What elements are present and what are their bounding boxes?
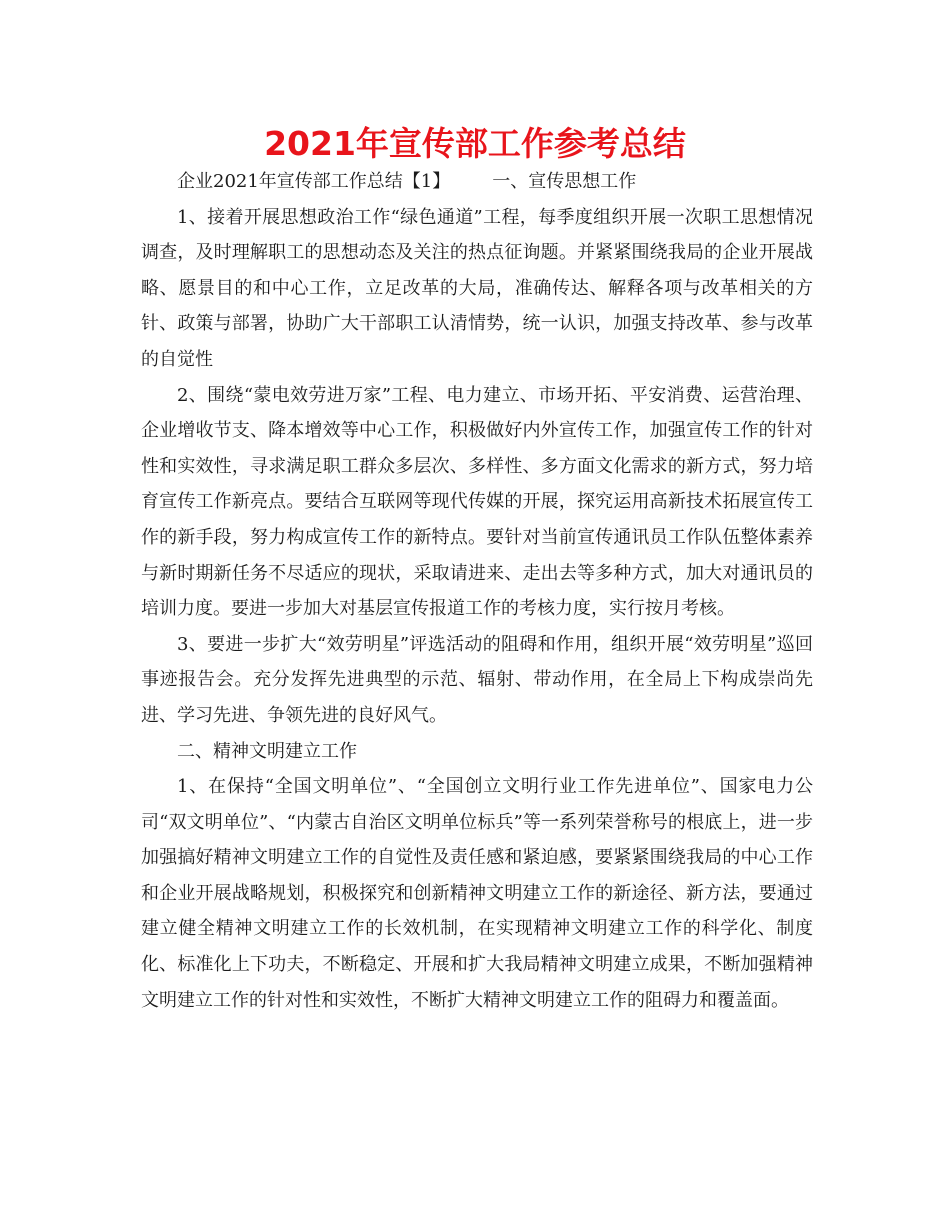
document-subtitle: 企业2021年宣传部工作总结【1】 — [177, 171, 451, 192]
paragraph-1: 1、接着开展思想政治工作“绿色通道”工程，每季度组织开展一次职工思想情况调查，及时理解职工的思想动态及关注的热点征询题。并紧紧围绕我局的企业开展战略、愿景目的和中心工作，立足改革的大局，准确传达、解释各项与改革相关的方针、政策与部署，协助广大干部职工认清情势，统一认识，加强支持改革、参与改革的自觉性 — [141, 206, 813, 370]
document-title: 2021年宣传部工作参考总结 — [264, 124, 686, 163]
paragraph-3: 3、要进一步扩大“效劳明星”评选活动的阻碍和作用，组织开展“效劳明星”巡回事迹报告会。充分发挥先进典型的示范、辐射、带动作用，在全局上下构成崇尚先进、学习先进、争领先进的良好风气。 — [141, 633, 813, 726]
paragraph-4: 1、在保持“全国文明单位”、“全国创立文明行业工作先进单位”、国家电力公司“双文明单位”、“内蒙古自治区文明单位标兵”等一系列荣誉称号的根底上，进一步加强搞好精神文明建立工作的自觉性及责任感和紧迫感，要紧紧围绕我局的中心工作和企业开展战略规划，积极探究和创新精神文明建立工作的新途径、新方法，要通过建立健全精神文明建立工作的长效机制，在实现精神文明建立工作的科学化、制度化、标准化上下功夫，不断稳定、开展和扩大我局精神文明建立成果，不断加强精神文明建立工作的针对性和实效性，不断扩大精神文明建立工作的阻碍力和覆盖面。 — [141, 776, 813, 1011]
section-heading-1: 一、宣传思想工作 — [492, 171, 637, 192]
paragraph-2: 2、围绕“蒙电效劳进万家”工程、电力建立、市场开拓、平安消费、运营治理、企业增收节支、降本增效等中心工作，积极做好内外宣传工作，加强宣传工作的针对性和实效性，寻求满足职工群众多层次、多样性、多方面文化需求的新方式，努力培育宣传工作新亮点。要结合互联网等现代传媒的开展，探究运用高新技术拓展宣传工作的新手段，努力构成宣传工作的新特点。要针对当前宣传通讯员工作队伍整体素养与新时期新任务不尽适应的现状，采取请进来、走出去等多种方式，加大对通讯员的培训力度。要进一步加大对基层宣传报道工作的考核力度，实行按月考核。 — [141, 384, 813, 620]
section-heading-2: 二、精神文明建立工作 — [177, 740, 357, 762]
intro-line — [141, 164, 813, 200]
document-body — [141, 164, 813, 1018]
